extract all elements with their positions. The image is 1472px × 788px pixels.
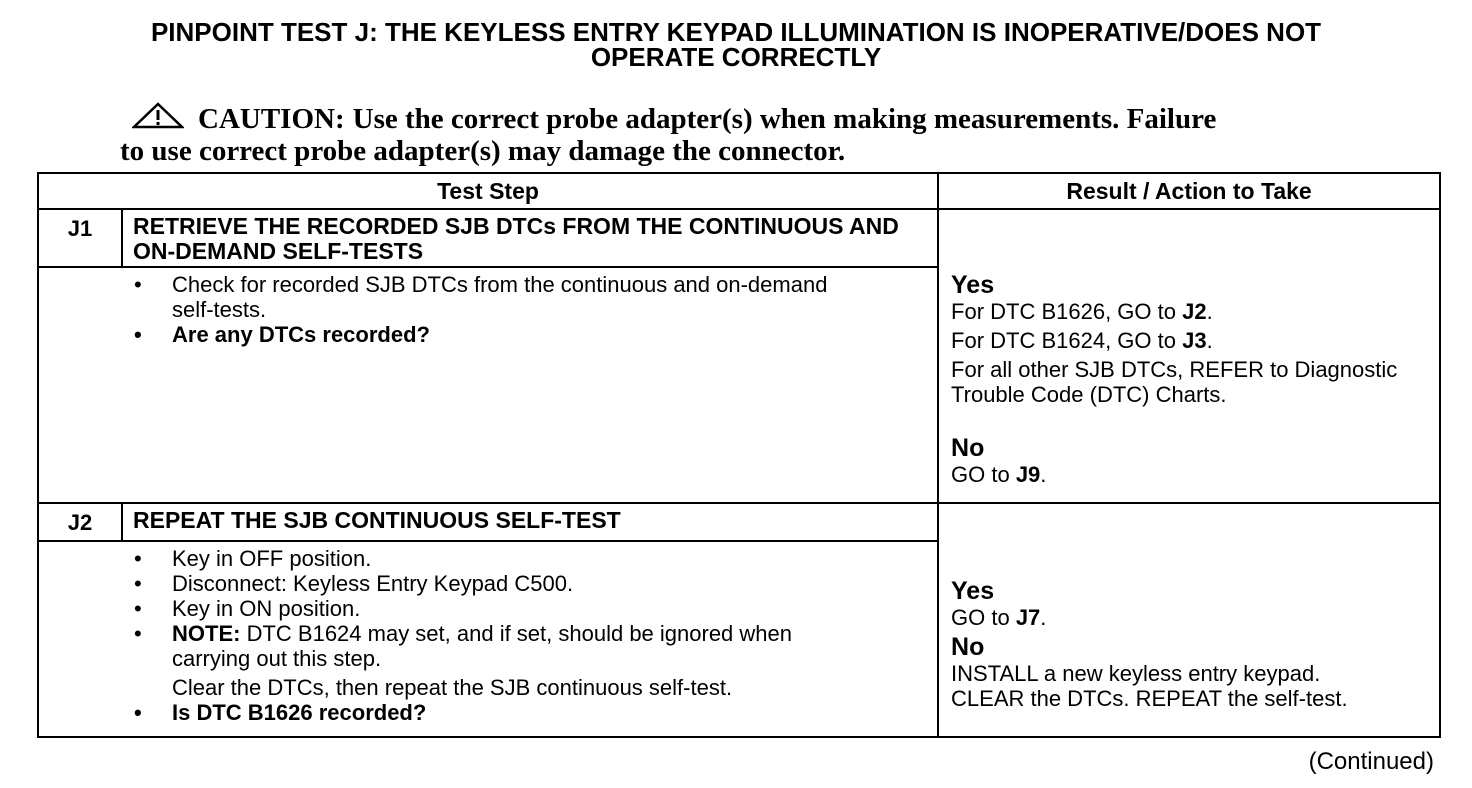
title-line-1: PINPOINT TEST J: THE KEYLESS ENTRY KEYPAD ILLUMINATION IS INOPERATIVE/DOES NOT xyxy=(150,17,1322,47)
no-label-j1: No xyxy=(951,434,985,462)
list-item: • Is DTC B1626 recorded? xyxy=(39,700,937,725)
title-line-2: OPERATE CORRECTLY xyxy=(590,42,882,72)
result-line-j2-1: GO to J7. xyxy=(951,605,1047,630)
result-line-j2-2: INSTALL a new keyless entry keypad. xyxy=(951,661,1321,686)
header-test-step: Test Step xyxy=(38,173,938,209)
result-cell-j1 xyxy=(938,209,1440,503)
result-line-j1-1: For DTC B1626, GO to J2. xyxy=(951,299,1213,324)
list-item: • NOTE: DTC B1624 may set, and if set, should be ignored when carrying out this step. xyxy=(39,621,812,671)
caution-label: CAUTION: xyxy=(198,103,345,135)
step-name-j1: RETRIEVE THE RECORDED SJB DTCs FROM THE CONTINUOUS AND ON-DEMAND SELF-TESTS xyxy=(122,209,938,267)
step-j2-bullets xyxy=(39,542,937,731)
list-item: • Disconnect: Keyless Entry Keypad C500. xyxy=(39,571,937,596)
result-line-j1-2: For DTC B1624, GO to J3. xyxy=(951,328,1213,353)
caution-notice xyxy=(120,102,1360,167)
step-name-j2: REPEAT THE SJB CONTINUOUS SELF-TEST xyxy=(122,503,938,541)
step-j2-title-row xyxy=(38,503,1440,541)
note-label: NOTE: xyxy=(172,621,241,646)
table-header-row xyxy=(38,173,1440,209)
caution-text-line-2: to use correct probe adapter(s) may damage the connector. xyxy=(120,135,846,167)
step-j1-title-row xyxy=(38,209,1440,267)
pinpoint-test-table xyxy=(37,172,1441,738)
caution-text-line-1: Use the correct probe adapter(s) when making measurements. Failure xyxy=(352,103,1217,135)
step-id-j2: J2 xyxy=(38,503,122,541)
step-j1-bullets xyxy=(39,268,937,353)
result-line-j1-3: For all other SJB DTCs, REFER to Diagnostic Trouble Code (DTC) Charts. xyxy=(951,357,1398,407)
continued-label: (Continued) xyxy=(1308,748,1434,775)
list-item: • Are any DTCs recorded? xyxy=(39,322,937,347)
header-result: Result / Action to Take xyxy=(938,173,1440,209)
list-item: Clear the DTCs, then repeat the SJB continuous self-test. xyxy=(172,675,733,700)
list-item: • Key in OFF position. xyxy=(39,546,937,571)
result-line-j2-3: CLEAR the DTCs. REPEAT the self-test. xyxy=(951,686,1348,711)
no-label-j2: No xyxy=(951,633,985,661)
list-item: • Check for recorded SJB DTCs from the continuous and on-demand self-tests. xyxy=(39,272,852,322)
step-body-j1 xyxy=(38,267,938,503)
yes-label-j1: Yes xyxy=(951,271,995,299)
result-line-j1-4: GO to J9. xyxy=(951,462,1047,487)
result-cell-j2 xyxy=(938,503,1440,737)
step-id-j1: J1 xyxy=(38,209,122,267)
yes-label-j2: Yes xyxy=(951,577,995,605)
warning-triangle-icon xyxy=(132,102,184,130)
step-body-j2 xyxy=(38,541,938,737)
list-item: • Key in ON position. xyxy=(39,596,937,621)
pinpoint-test-title xyxy=(40,17,1432,72)
